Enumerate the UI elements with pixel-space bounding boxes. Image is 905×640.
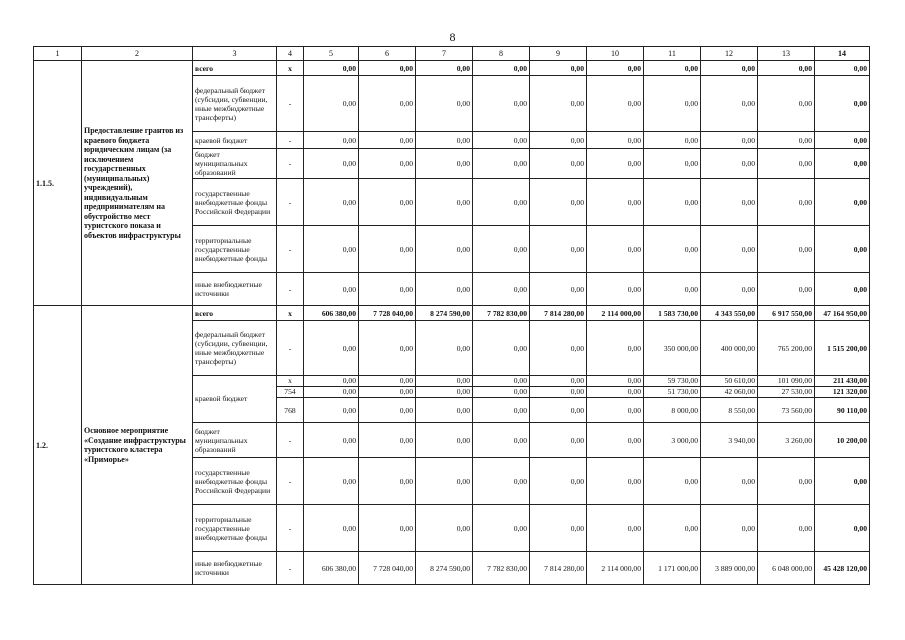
code-cell: x [277, 61, 304, 76]
value-cell: 0,00 [701, 273, 758, 306]
value-cell: 0,00 [815, 505, 870, 552]
value-cell: 0,00 [473, 505, 530, 552]
value-cell: 0,00 [416, 76, 473, 132]
header-cell: 1 [34, 47, 82, 61]
value-cell: 0,00 [473, 179, 530, 226]
value-cell: 0,00 [416, 132, 473, 149]
funding-source: государственные внебюджетные фонды Российской Федерации [193, 179, 277, 226]
value-cell: 0,00 [359, 273, 416, 306]
code-cell: - [277, 273, 304, 306]
value-cell: 0,00 [530, 273, 587, 306]
value-cell: 7 782 830,00 [473, 306, 530, 321]
value-cell: 0,00 [530, 505, 587, 552]
value-cell: 0,00 [359, 505, 416, 552]
value-cell: 0,00 [644, 179, 701, 226]
funding-source: иные внебюджетные источники [193, 552, 277, 585]
value-cell: 0,00 [304, 387, 359, 398]
value-cell: 0,00 [701, 149, 758, 179]
value-cell: 0,00 [587, 76, 644, 132]
funding-source: федеральный бюджет (субсидии, субвенции, иные межбюджетные трансферты) [193, 76, 277, 132]
value-cell: 0,00 [815, 76, 870, 132]
value-cell: 0,00 [473, 321, 530, 376]
value-cell: 2 114 000,00 [587, 306, 644, 321]
value-cell: 0,00 [473, 458, 530, 505]
value-cell: 0,00 [304, 76, 359, 132]
funding-source: всего [193, 61, 277, 76]
value-cell: 6 048 000,00 [758, 552, 815, 585]
value-cell: 0,00 [530, 179, 587, 226]
funding-source: федеральный бюджет (субсидии, субвенции, иные межбюджетные трансферты) [193, 321, 277, 376]
value-cell: 0,00 [304, 179, 359, 226]
value-cell: 0,00 [587, 226, 644, 273]
header-cell: 4 [277, 47, 304, 61]
value-cell: 765 200,00 [758, 321, 815, 376]
value-cell: 3 889 000,00 [701, 552, 758, 585]
code-cell: - [277, 423, 304, 458]
value-cell: 0,00 [416, 423, 473, 458]
section-name: Основное мероприятие «Создание инфраструктуры туристского кластера «Приморье» [82, 306, 193, 585]
value-cell: 0,00 [359, 423, 416, 458]
value-cell: 0,00 [701, 226, 758, 273]
value-cell: 0,00 [473, 273, 530, 306]
value-cell: 0,00 [416, 387, 473, 398]
value-cell: 0,00 [587, 398, 644, 423]
value-cell: 0,00 [587, 61, 644, 76]
value-cell: 0,00 [304, 226, 359, 273]
header-cell: 2 [82, 47, 193, 61]
value-cell: 8 550,00 [701, 398, 758, 423]
value-cell: 0,00 [815, 273, 870, 306]
value-cell: 0,00 [304, 132, 359, 149]
value-cell: 0,00 [644, 273, 701, 306]
header-cell: 8 [473, 47, 530, 61]
value-cell: 47 164 950,00 [815, 306, 870, 321]
budget-table [33, 46, 870, 585]
header-cell: 7 [416, 47, 473, 61]
header-cell: 11 [644, 47, 701, 61]
value-cell: 0,00 [473, 423, 530, 458]
value-cell: 0,00 [587, 179, 644, 226]
value-cell: 0,00 [416, 61, 473, 76]
value-cell: 0,00 [304, 458, 359, 505]
header-row [34, 47, 870, 61]
value-cell: 0,00 [359, 76, 416, 132]
code-cell: - [277, 132, 304, 149]
value-cell: 0,00 [815, 61, 870, 76]
value-cell: 0,00 [304, 149, 359, 179]
value-cell: 0,00 [473, 132, 530, 149]
header-cell: 6 [359, 47, 416, 61]
value-cell: 0,00 [359, 61, 416, 76]
value-cell: 0,00 [701, 61, 758, 76]
value-cell: 1 515 200,00 [815, 321, 870, 376]
value-cell: 0,00 [359, 179, 416, 226]
value-cell: 0,00 [304, 273, 359, 306]
code-cell: - [277, 226, 304, 273]
value-cell: 51 730,00 [644, 387, 701, 398]
value-cell: 0,00 [587, 387, 644, 398]
value-cell: 0,00 [304, 423, 359, 458]
value-cell: 0,00 [758, 149, 815, 179]
value-cell: 0,00 [416, 179, 473, 226]
header-cell: 10 [587, 47, 644, 61]
code-cell: - [277, 179, 304, 226]
value-cell: 350 000,00 [644, 321, 701, 376]
value-cell: 0,00 [701, 179, 758, 226]
funding-source: территориальные государственные внебюджетные фонды [193, 226, 277, 273]
value-cell: 7 728 040,00 [359, 306, 416, 321]
value-cell: 0,00 [701, 76, 758, 132]
funding-source: бюджет муниципальных образований [193, 149, 277, 179]
code-cell: - [277, 76, 304, 132]
value-cell: 4 343 550,00 [701, 306, 758, 321]
value-cell: 0,00 [530, 423, 587, 458]
value-cell: 0,00 [530, 321, 587, 376]
code-cell: - [277, 149, 304, 179]
value-cell: 0,00 [644, 76, 701, 132]
value-cell: 27 530,00 [758, 387, 815, 398]
value-cell: 0,00 [359, 226, 416, 273]
value-cell: 0,00 [530, 132, 587, 149]
value-cell: 42 060,00 [701, 387, 758, 398]
value-cell: 73 560,00 [758, 398, 815, 423]
value-cell: 0,00 [758, 179, 815, 226]
value-cell: 0,00 [587, 423, 644, 458]
value-cell: 0,00 [359, 398, 416, 423]
value-cell: 0,00 [530, 226, 587, 273]
value-cell: 10 200,00 [815, 423, 870, 458]
value-cell: 0,00 [416, 458, 473, 505]
value-cell: 50 610,00 [701, 376, 758, 387]
value-cell: 0,00 [473, 398, 530, 423]
value-cell: 0,00 [359, 376, 416, 387]
value-cell: 0,00 [587, 132, 644, 149]
value-cell: 6 917 550,00 [758, 306, 815, 321]
value-cell: 0,00 [304, 505, 359, 552]
section-code: 1.1.5. [34, 61, 82, 306]
value-cell: 0,00 [359, 132, 416, 149]
code-cell: 754 [277, 387, 304, 398]
value-cell: 45 428 120,00 [815, 552, 870, 585]
value-cell: 0,00 [416, 505, 473, 552]
value-cell: 0,00 [587, 376, 644, 387]
value-cell: 90 110,00 [815, 398, 870, 423]
value-cell: 0,00 [644, 132, 701, 149]
value-cell: 1 171 000,00 [644, 552, 701, 585]
value-cell: 0,00 [530, 61, 587, 76]
value-cell: 0,00 [473, 387, 530, 398]
value-cell: 7 728 040,00 [359, 552, 416, 585]
value-cell: 0,00 [701, 458, 758, 505]
value-cell: 0,00 [587, 149, 644, 179]
value-cell: 211 430,00 [815, 376, 870, 387]
value-cell: 1 583 730,00 [644, 306, 701, 321]
value-cell: 0,00 [530, 398, 587, 423]
value-cell: 7 814 280,00 [530, 306, 587, 321]
value-cell: 0,00 [644, 226, 701, 273]
value-cell: 0,00 [644, 505, 701, 552]
value-cell: 7 782 830,00 [473, 552, 530, 585]
value-cell: 0,00 [758, 76, 815, 132]
value-cell: 3 000,00 [644, 423, 701, 458]
section-code: 1.2. [34, 306, 82, 585]
header-cell: 13 [758, 47, 815, 61]
value-cell: 7 814 280,00 [530, 552, 587, 585]
value-cell: 0,00 [587, 458, 644, 505]
value-cell: 0,00 [701, 132, 758, 149]
header-cell: 3 [193, 47, 277, 61]
value-cell: 2 114 000,00 [587, 552, 644, 585]
value-cell: 0,00 [473, 61, 530, 76]
value-cell: 0,00 [416, 376, 473, 387]
header-cell: 9 [530, 47, 587, 61]
table-row [34, 61, 870, 76]
value-cell: 0,00 [473, 149, 530, 179]
section-name: Предоставление грантов из краевого бюджета юридическим лицам (за исключением государственных (муниципальных) учреждений), индивидуальным предпринимателям на обустройство мест туристского показа и объектов инфраструктуры [82, 61, 193, 306]
value-cell: 0,00 [530, 387, 587, 398]
code-cell: - [277, 458, 304, 505]
value-cell: 0,00 [815, 132, 870, 149]
value-cell: 0,00 [359, 458, 416, 505]
funding-source: территориальные государственные внебюджетные фонды [193, 505, 277, 552]
value-cell: 0,00 [359, 321, 416, 376]
value-cell: 0,00 [530, 76, 587, 132]
value-cell: 400 000,00 [701, 321, 758, 376]
value-cell: 0,00 [644, 458, 701, 505]
value-cell: 0,00 [530, 458, 587, 505]
value-cell: 101 090,00 [758, 376, 815, 387]
value-cell: 0,00 [473, 76, 530, 132]
funding-source: краевой бюджет [193, 132, 277, 149]
value-cell: 0,00 [758, 132, 815, 149]
table-row [34, 306, 870, 321]
value-cell: 0,00 [758, 226, 815, 273]
value-cell: 0,00 [304, 376, 359, 387]
value-cell: 8 274 590,00 [416, 306, 473, 321]
value-cell: 0,00 [473, 226, 530, 273]
value-cell: 0,00 [815, 149, 870, 179]
value-cell: 59 730,00 [644, 376, 701, 387]
value-cell: 0,00 [587, 273, 644, 306]
page-number: 8 [449, 30, 456, 44]
value-cell: 606 380,00 [304, 306, 359, 321]
value-cell: 0,00 [758, 273, 815, 306]
value-cell: 3 940,00 [701, 423, 758, 458]
value-cell: 0,00 [416, 321, 473, 376]
value-cell: 0,00 [304, 321, 359, 376]
funding-source: иные внебюджетные источники [193, 273, 277, 306]
value-cell: 0,00 [416, 226, 473, 273]
value-cell: 0,00 [359, 149, 416, 179]
value-cell: 0,00 [304, 398, 359, 423]
value-cell: 0,00 [815, 179, 870, 226]
value-cell: 0,00 [359, 387, 416, 398]
value-cell: 0,00 [473, 376, 530, 387]
value-cell: 0,00 [587, 321, 644, 376]
value-cell: 0,00 [758, 505, 815, 552]
value-cell: 0,00 [530, 376, 587, 387]
value-cell: 0,00 [530, 149, 587, 179]
code-cell: 768 [277, 398, 304, 423]
funding-source: всего [193, 306, 277, 321]
code-cell: - [277, 321, 304, 376]
value-cell: 0,00 [815, 458, 870, 505]
value-cell: 121 320,00 [815, 387, 870, 398]
code-cell: - [277, 505, 304, 552]
funding-source: государственные внебюджетные фонды Российской Федерации [193, 458, 277, 505]
value-cell: 8 000,00 [644, 398, 701, 423]
value-cell: 606 380,00 [304, 552, 359, 585]
value-cell: 0,00 [701, 505, 758, 552]
header-cell: 5 [304, 47, 359, 61]
value-cell: 3 260,00 [758, 423, 815, 458]
value-cell: 8 274 590,00 [416, 552, 473, 585]
header-cell: 14 [815, 47, 870, 61]
header-cell: 12 [701, 47, 758, 61]
value-cell: 0,00 [758, 61, 815, 76]
funding-source: краевой бюджет [193, 376, 277, 423]
funding-source: бюджет муниципальных образований [193, 423, 277, 458]
value-cell: 0,00 [416, 273, 473, 306]
code-cell: x [277, 376, 304, 387]
value-cell: 0,00 [644, 61, 701, 76]
code-cell: x [277, 306, 304, 321]
value-cell: 0,00 [416, 149, 473, 179]
code-cell: - [277, 552, 304, 585]
value-cell: 0,00 [587, 505, 644, 552]
value-cell: 0,00 [416, 398, 473, 423]
value-cell: 0,00 [304, 61, 359, 76]
value-cell: 0,00 [758, 458, 815, 505]
value-cell: 0,00 [644, 149, 701, 179]
value-cell: 0,00 [815, 226, 870, 273]
